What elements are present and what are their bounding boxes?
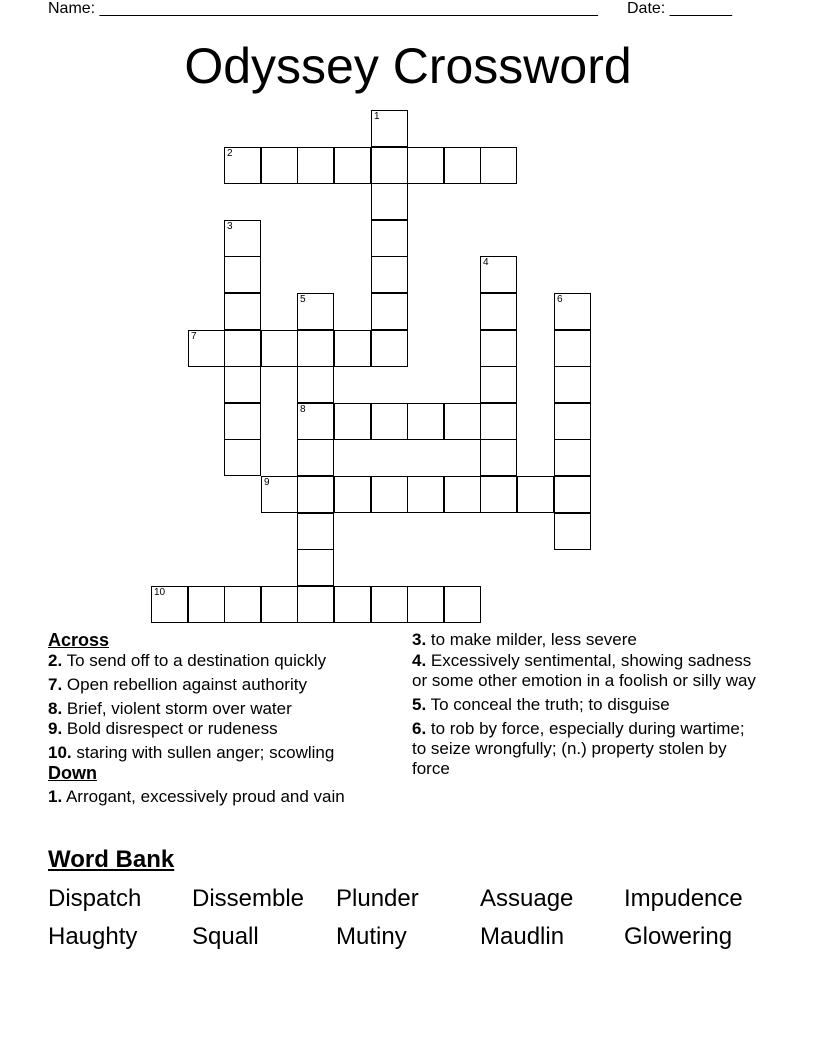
grid-cell[interactable] — [480, 476, 517, 513]
grid-cell[interactable] — [151, 586, 188, 623]
grid-cell[interactable] — [480, 330, 517, 367]
word-bank-word: Mutiny — [336, 923, 407, 950]
clue-number: 6 — [557, 294, 563, 305]
grid-cell[interactable] — [297, 476, 334, 513]
grid-cell[interactable] — [444, 147, 481, 184]
grid-cell[interactable] — [371, 586, 408, 623]
word-bank-word: Impudence — [624, 885, 743, 912]
grid-cell[interactable] — [334, 586, 371, 623]
word-bank-word: Maudlin — [480, 923, 565, 950]
grid-cell[interactable] — [224, 256, 261, 293]
grid-cell[interactable] — [224, 147, 261, 184]
clue-number: 8 — [300, 404, 306, 415]
grid-cell[interactable] — [261, 476, 298, 513]
grid-cell[interactable] — [407, 586, 444, 623]
clues-right-column — [412, 630, 757, 783]
clue-across-7: 7. Open rebellion against authority — [48, 675, 307, 694]
clue-number: 1 — [374, 111, 380, 122]
word-bank-word: Squall — [192, 923, 259, 950]
grid-cell[interactable] — [297, 330, 334, 367]
grid-cell[interactable] — [297, 586, 334, 623]
clue-across-2: 2. To send off to a destination quickly — [48, 651, 327, 670]
grid-cell[interactable] — [407, 147, 444, 184]
grid-cell[interactable] — [480, 439, 517, 476]
clue-number: 2 — [227, 148, 233, 159]
clue-down-1: 1. Arrogant, excessively proud and vain — [48, 787, 345, 806]
clues-left-column — [48, 630, 393, 811]
grid-cell[interactable] — [480, 147, 517, 184]
grid-cell[interactable] — [224, 586, 261, 623]
grid-cell[interactable] — [444, 586, 481, 623]
grid-cell[interactable] — [371, 293, 408, 330]
grid-cell[interactable] — [297, 549, 334, 586]
grid-cell[interactable] — [261, 586, 298, 623]
word-bank-word: Plunder — [336, 885, 419, 912]
grid-cell[interactable] — [334, 330, 371, 367]
across-heading: Across — [48, 630, 110, 650]
grid-cell[interactable] — [334, 147, 371, 184]
grid-cell[interactable] — [554, 330, 591, 367]
grid-cell[interactable] — [554, 476, 591, 513]
grid-cell[interactable] — [444, 476, 481, 513]
date-field-label: Date: _______ — [627, 0, 732, 17]
grid-cell[interactable] — [297, 366, 334, 403]
grid-cell[interactable] — [554, 513, 591, 550]
grid-cell[interactable] — [224, 366, 261, 403]
word-bank-word: Assuage — [480, 885, 574, 912]
grid-cell[interactable] — [297, 439, 334, 476]
down-heading: Down — [48, 763, 97, 783]
word-bank-word: Dissemble — [192, 885, 305, 912]
grid-cell[interactable] — [334, 403, 371, 440]
word-bank-title: Word Bank — [48, 846, 175, 873]
grid-cell[interactable] — [224, 439, 261, 476]
grid-cell[interactable] — [261, 147, 298, 184]
clue-down-5: 5. To conceal the truth; to disguise — [412, 695, 670, 714]
grid-cell[interactable] — [371, 476, 408, 513]
word-bank-word: Glowering — [624, 923, 733, 950]
grid-cell[interactable] — [480, 366, 517, 403]
clue-down-3: 3. to make milder, less severe — [412, 630, 637, 649]
word-bank-word: Haughty — [48, 923, 138, 950]
grid-cell[interactable] — [554, 366, 591, 403]
clue-across-10: 10. staring with sullen anger; scowling — [48, 743, 335, 762]
grid-cell[interactable] — [224, 330, 261, 367]
grid-cell[interactable] — [371, 110, 408, 147]
clue-number: 9 — [264, 477, 270, 488]
clue-across-9: 9. Bold disrespect or rudeness — [48, 719, 278, 738]
grid-cell[interactable] — [297, 293, 334, 330]
grid-cell[interactable] — [334, 476, 371, 513]
grid-cell[interactable] — [224, 293, 261, 330]
grid-cell[interactable] — [297, 513, 334, 550]
clue-number: 4 — [483, 257, 489, 268]
grid-cell[interactable] — [444, 403, 481, 440]
page-title: Odyssey Crossword — [184, 38, 632, 94]
grid-cell[interactable] — [297, 147, 334, 184]
grid-cell[interactable] — [407, 403, 444, 440]
clue-down-4: 4. Excessively sentimental, showing sadness or some other emotion in a foolish or silly way — [412, 651, 756, 690]
grid-cell[interactable] — [224, 403, 261, 440]
grid-cell[interactable] — [371, 183, 408, 220]
grid-cell[interactable] — [297, 403, 334, 440]
grid-cell[interactable] — [371, 403, 408, 440]
grid-cell[interactable] — [261, 330, 298, 367]
clue-across-8: 8. Brief, violent storm over water — [48, 699, 292, 718]
clue-number: 10 — [154, 587, 166, 598]
grid-cell[interactable] — [371, 147, 408, 184]
grid-cell[interactable] — [480, 403, 517, 440]
grid-cell[interactable] — [554, 293, 591, 330]
grid-cell[interactable] — [480, 293, 517, 330]
clue-number: 3 — [227, 221, 233, 232]
grid-cell[interactable] — [407, 476, 444, 513]
grid-cell[interactable] — [371, 256, 408, 293]
grid-cell[interactable] — [371, 220, 408, 257]
clue-number: 7 — [191, 331, 197, 342]
grid-cell[interactable] — [517, 476, 554, 513]
grid-cell[interactable] — [188, 330, 225, 367]
grid-cell[interactable] — [554, 403, 591, 440]
name-field-label: Name: ________________________________________________________ — [48, 0, 598, 17]
grid-cell[interactable] — [371, 330, 408, 367]
clue-down-6: 6. to rob by force, especially during wartime; to seize wrongfully; (n.) property stolen by force — [412, 719, 745, 778]
grid-cell[interactable] — [554, 439, 591, 476]
clue-number: 5 — [300, 294, 306, 305]
grid-cell[interactable] — [224, 220, 261, 257]
grid-cell[interactable] — [188, 586, 225, 623]
word-bank-word: Dispatch — [48, 885, 142, 912]
grid-cell[interactable] — [480, 256, 517, 293]
